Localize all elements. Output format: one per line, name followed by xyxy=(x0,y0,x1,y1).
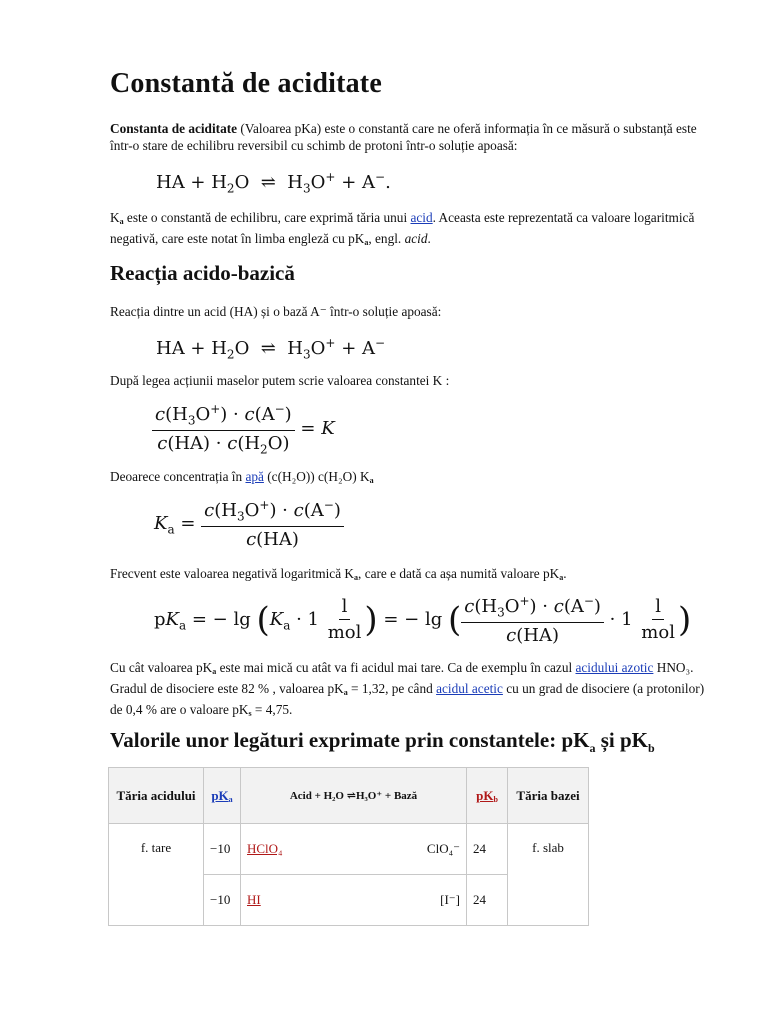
cell-pka: −10 xyxy=(204,824,241,875)
reaction-equation-1: HA + $H_2O$ ⇌ $H_3O^+ + A^-$. xyxy=(156,170,391,196)
cell-base: ClO₄⁻ xyxy=(426,841,460,856)
cell-base-strength: f. slab xyxy=(508,824,589,926)
link-hclo4[interactable]: HClO₄ xyxy=(247,841,283,856)
cell-pka: −10 xyxy=(204,875,241,926)
header-equation: Acid + H₂O ⇌H₃O⁺ + Bază xyxy=(241,768,467,824)
link-acidul-acetic[interactable]: acidul acetic xyxy=(436,681,503,696)
equation-pka: $pK_a$ = − $\lg (K_a \cdot 1$ $\frac{l}{\text{mol}}$ ) = − lg ( $\frac{c(H_3O^+) \cdot c(A^-)}{c(HA)}$ · 1 $\frac{l}{\text{mol}}$ ) xyxy=(154,594,692,646)
ka-paragraph: $K_a$ este o constantă de echilibru, care exprimă tăria unui acid. Aceasta este reprezentată ca valoare logaritmică negativă, care este notat în limba engleză cu $pK_a$, engl. acid. xyxy=(110,210,695,247)
link-hi[interactable]: HI xyxy=(247,892,261,907)
link-apa[interactable]: apă xyxy=(245,469,264,484)
cell-pkb: 24 xyxy=(467,824,508,875)
header-pka[interactable]: $pK_a$ xyxy=(204,768,241,824)
link-acid[interactable]: acid xyxy=(410,210,433,225)
water-paragraph: Deoarece concentrația în apă (c(H₂O)) c(H₂O) $K_a$ xyxy=(110,469,374,485)
intro-paragraph: Constanta de aciditate (Valoarea pKa) este o constantă care ne oferă informația în ce măsură o substanță este într-o stare de echilibru reversibil cu schimb de protoni într-o soluție apoasă: xyxy=(110,121,697,153)
cell-reaction xyxy=(241,875,467,926)
example-paragraph: Cu cât valoarea $pK_a$ este mai mică cu atât va fi acidul mai tare. Ca de exemplu în cazul acidului azotic HNO₃. Gradul de disociere este 82 % , valoarea $pK_a = 1,32$, pe când acidul acetic cu un grad de disociere (a protonilor) de 0,4 % are o valoare $pK_s = 4,75$. xyxy=(110,660,705,718)
reaction-equation-2: HA + $H_2O$ ⇌ $H_3O^+ + A^-$ xyxy=(156,336,386,362)
link-acidului-azotic[interactable]: acidului azotic xyxy=(575,660,654,675)
page-title: Constantă de aciditate xyxy=(110,68,382,99)
cell-pkb: 24 xyxy=(467,875,508,926)
mass-action-paragraph: După legea acțiunii maselor putem scrie valoarea constantei K : xyxy=(110,373,450,388)
section-heading-values: Valorile unor legături exprimate prin constantele: $pK_a$ și $pK_b$ xyxy=(110,728,655,756)
equation-ka: $K_a$ = $\frac{c(H_3O^+) \cdot c(A^-)}{c(HA)}$ xyxy=(154,498,344,550)
cell-reaction xyxy=(241,824,467,875)
header-base-strength: Tăria bazei xyxy=(508,768,589,824)
equation-k: $\frac{c(H_3O^+) \cdot c(A^-)}{c(HA) \cdot c(H_2O)}$ = K xyxy=(152,402,335,456)
table-header-row xyxy=(109,768,589,824)
section-heading-reaction: Reacția acido-bazică xyxy=(110,261,295,285)
constants-table xyxy=(108,767,589,926)
pka-paragraph: Frecvent este valoarea negativă logaritmică $K_a$, care e dată ca așa numită valoare $pK_a$. xyxy=(110,566,567,582)
cell-acid-strength: f. tare xyxy=(109,824,204,926)
header-acid-strength: Tăria acidului xyxy=(109,768,204,824)
intro-bold: Constanta de aciditate xyxy=(110,121,238,136)
header-pkb[interactable]: $pK_b$ xyxy=(467,768,508,824)
cell-base: [I⁻] xyxy=(440,892,460,907)
reaction-intro: Reacția dintre un acid (HA) și o bază A⁻ într-o soluție apoasă: xyxy=(110,304,442,319)
table-row xyxy=(109,824,589,875)
